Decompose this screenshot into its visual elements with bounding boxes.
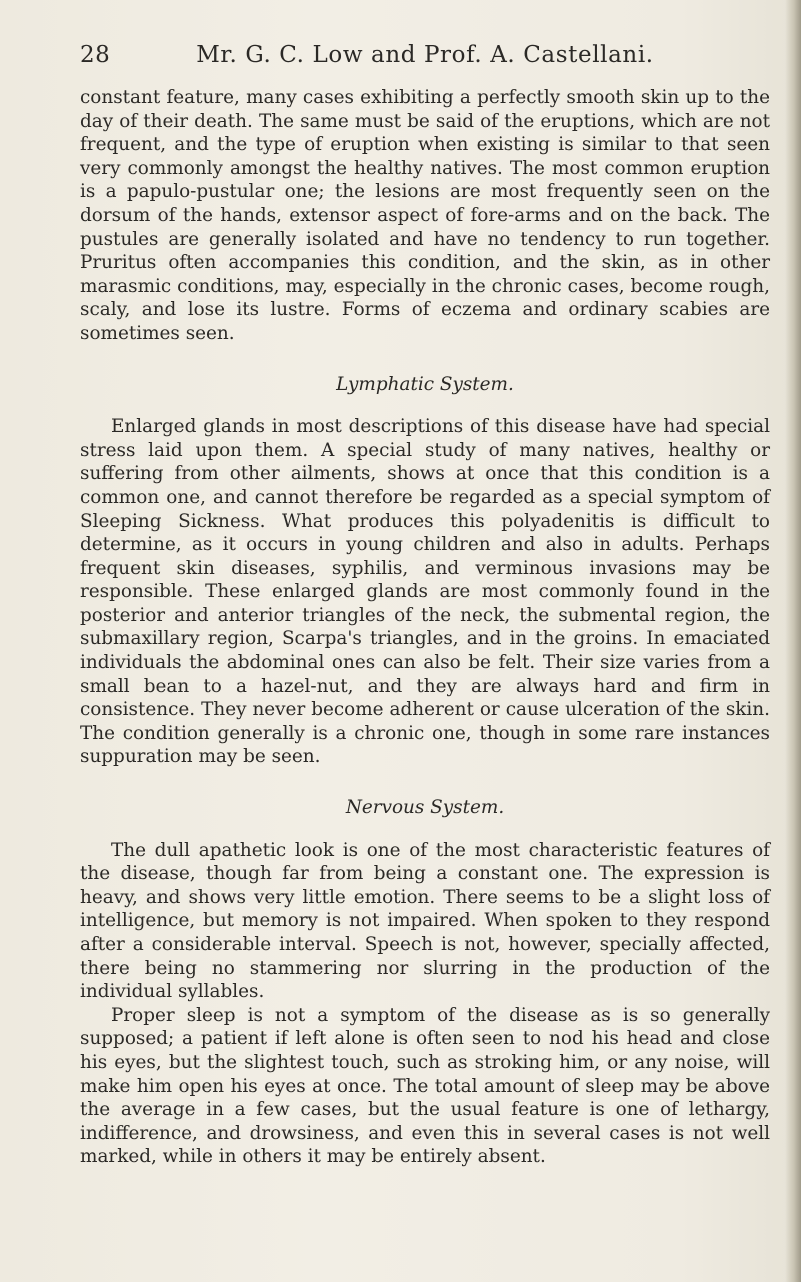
page-header [80,42,770,76]
lymphatic-paragraph: Enlarged glands in most descriptions of this disease have had special stress laid upon them. A special study of many natives, healthy or suffering from other ailments, shows at once that this condition is a common one, and cannot therefore be regarded as a special symptom of Sleeping Sickness. What produces this polyadenitis is difficult to determine, as it occurs in young children and also in adults. Perhaps frequent skin diseases, syphilis, and verminous invasions may be responsible. These enlarged glands are most commonly found in the posterior and anterior triangles of the neck, the submental region, the submaxillary region, Scarpa's triangles, and in the groins. In emaciated individuals the abdominal ones can also be felt. Their size varies from a small bean to a hazel-nut, and they are always hard and firm in consistence. They never become adherent or cause ulceration of the skin. The condition generally is a chronic one, though in some rare instances suppuration may be seen. [80,416,770,768]
page-number: 28 [80,42,111,68]
body-text [80,86,770,1169]
section-heading-nervous: Nervous System. [345,797,505,819]
opening-paragraph: constant feature, many cases exhibiting a perfectly smooth skin up to the day of their death. The same must be said of the eruptions, which are not frequent, and the type of eruption when existing is similar to that seen very commonly amongst the healthy natives. The most common eruption is a papulo-pustular one; the lesions are most frequently seen on the dorsum of the hands, extensor aspect of fore-arms and on the back. The pustules are generally isolated and have no tendency to run together. Pruritus often accompanies this condition, and the skin, as in other marasmic conditions, may, especially in the chronic cases, become rough, scaly, and lose its lustre. Forms of eczema and ordinary scabies are sometimes seen. [80,87,770,344]
section-heading-lymphatic: Lymphatic System. [336,373,514,395]
nervous-paragraph-1: The dull apathetic look is one of the most characteristic features of the disease, though far from being a constant one. The expression is heavy, and shows very little emotion. There seems to be a slight loss of intelligence, but memory is not impaired. When spoken to they respond after a considerable interval. Speech is not, however, specially affected, there being no stammering nor slurring in the production of the individual syllables. [80,839,770,1003]
page-edge-shadow [785,0,801,1282]
running-title: Mr. G. C. Low and Prof. A. Castellani. [196,42,654,68]
nervous-paragraph-2: Proper sleep is not a symptom of the disease as is so generally supposed; a patient if left alone is often seen to nod his head and close his eyes, but the slightest touch, such as stroking him, or any noise, will make him open his eyes at once. The total amount of sleep may be above the average in a few cases, but the usual feature is one of lethargy, indifference, and drowsiness, and even this in several cases is not well marked, while in others it may be entirely absent. [80,1004,770,1168]
